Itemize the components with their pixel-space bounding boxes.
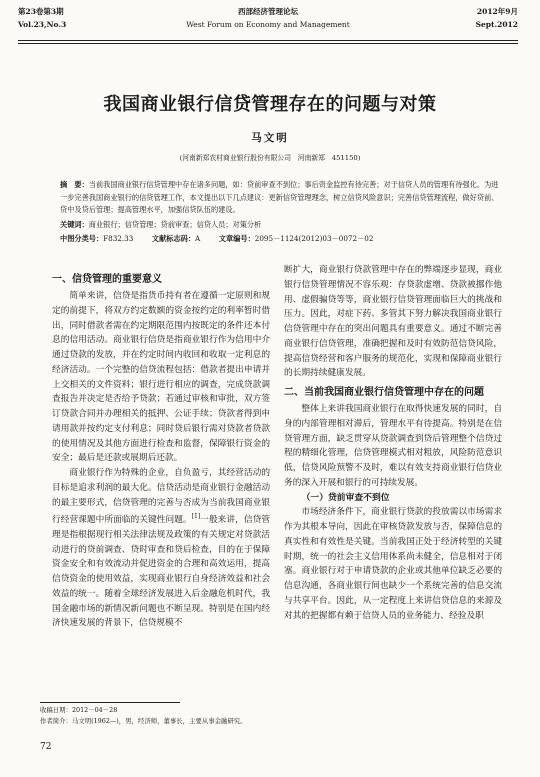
keywords-label: 关键词： xyxy=(60,220,89,229)
keywords xyxy=(60,219,500,232)
right-column xyxy=(284,263,502,623)
section-heading-1: 一、信贷管理的重要意义 xyxy=(52,274,162,285)
author-affiliation: (河南新郑农村商业银行股份有限公司 河南新郑 451150) xyxy=(179,154,361,162)
running-header xyxy=(18,6,518,40)
author-name: 马文明 xyxy=(251,132,289,144)
paragraph: 市场经济条件下，商业银行贷款的投放需以市场需求作为其根本导向，因此在审核贷款发放与否，保障信息的真实性和有效性是关键。当前我国正处于经济转型的关键时期，统一的社会主义信用体系尚未健全，信息相对于闭塞。商业银行对于申请贷款的企业或其他单位缺乏必要的信息沟通，各商业银行间也缺少一个系统完善的信息交流与共享平台。因此，从一定程度上来讲信贷信息的来源及对其的把握都有赖于信贷人员的业务能力、经验及职 xyxy=(284,507,502,621)
journal-name-en: West Forum on Economy and Management xyxy=(186,20,350,29)
clc-label: 中图分类号： xyxy=(60,234,104,243)
paragraph: 商业银行作为特殊的企业，自负盈亏，其经营活动的目标是追求利润的最大化。信贷活动是商业银行金融活动的最主要形式，信贷管理的完善与否成为当前我国商业银行经营课题中所面临的关键性问题。[1]一般来讲，信贷管理是指根据现行相关法律法规及政策的有关规定对贷款活动进行的贷前调查、贷时审查和贷后检查，目的在于保障资金安全和有效流动并促进资金的合理和高效运用，提高信贷资金的使用效益，实现商业银行自身经济效益和社会效益的统一。随着全球经济发展进入后金融危机时代，我国金融市场的新情况新问题也不断呈现。特别是在国内经济快速发展的背景下，信贷规模不 xyxy=(52,468,271,629)
page-number: 72 xyxy=(40,742,52,752)
keywords-text: 商业银行；信贷管理；贷前审查；信贷人员；对策分析 xyxy=(88,220,262,229)
article-id: 2095－1124(2012)03－0072－02 xyxy=(254,234,374,243)
section-heading-2: 二、当前我国商业银行信贷管理中存在的问题 xyxy=(284,387,484,398)
classification-line xyxy=(60,233,500,246)
header-rule-thin xyxy=(18,43,518,44)
subsection-heading: （一）贷前审查不到位 xyxy=(301,492,390,503)
issue-cn: 第23卷第3期 xyxy=(18,7,64,16)
journal-name-cn: 西部经济管理论坛 xyxy=(238,7,298,16)
paragraph: 简单来讲，信贷是指货币持有者在遵循一定原则和规定的前提下，将双方约定数额的资金按约定的利率暂时借出，同时借款者需在约定期限范围内按既定的条件还本付息的信用活动。商业银行信贷是指商业银行作为信用中介通过贷款的发放，并在约定时间内收回和收取一定利息的经济活动。一个完整的信贷流程包括：借款者提出申请并上交相关的文件资料；银行进行相应的调查，完成贷款调查报告并决定是否给予贷款；若通过审核和审批，双方签订贷款合同并办理相关的抵押、公证手续；贷款者得到申请用款并按约定支付利息；同时贷后银行需对贷款者贷款的使用情况及其他方面进行检查和监督，保障银行资金的安全；最后是还款或展期后还款。 xyxy=(52,291,270,464)
citation-ref: [1] xyxy=(191,513,201,521)
abstract-text: 当前我国商业银行信贷管理中存在诸多问题，如：贷前审查不到位；事后资金监控有待完善；对于信贷人员的管理有待强化。为进一步完善我国商业银行的信贷管理工作，本文提出以下几点建议：更新信贷管理理念，树立信贷风险意识；完善信贷管理流程，做好贷前、贷中及贷后管理；提高管理水平，加强信贷队伍的建设。 xyxy=(60,180,499,214)
abstract xyxy=(60,179,500,217)
author-bio: 作者简介：马文明(1962—)，男，经济师，董事长，主要从事金融研究。 xyxy=(40,717,247,725)
date-en: Sept.2012 xyxy=(475,20,518,29)
left-column xyxy=(52,268,270,631)
paragraph: 断扩大，商业银行贷款管理中存在的弊端逐步显现，商业银行信贷管理情况不容乐观：存贷款虚增、贷款被挪作他用、虚假骗贷等等，商业银行信贷管理面临巨大的挑战和压力。因此，对症下药、多管其下努力解决我国商业银行信贷管理中存在的突出问题具有重要意义。通过不断完善商业银行信贷管理，准确把握和及时有效防范信贷风险，提高信贷经营和客户服务的规范化，实现和保障商业银行的长期持续健康发展。 xyxy=(284,265,502,379)
clc-code: F832.33 xyxy=(103,234,134,243)
received-date: 收稿日期：2012－04－28 xyxy=(40,706,118,714)
footnote-rule xyxy=(40,702,180,703)
header-rule-thick xyxy=(18,40,518,41)
doc-code-label: 文献标志码： xyxy=(151,234,196,243)
article-id-label: 文章编号： xyxy=(218,234,255,243)
issue-en: Vol.23,No.3 xyxy=(18,20,67,29)
abstract-label: 摘 要： xyxy=(60,180,89,189)
doc-code: A xyxy=(195,234,201,243)
article-title: 我国商业银行信贷管理存在的问题与对策 xyxy=(103,94,437,115)
date-cn: 2012年9月 xyxy=(476,7,518,16)
paragraph: 整体上来讲我国商业银行在取得快速发展的同时，自身的内部管理相对滞后，管理水平有待提高。特别是在信贷管理方面，缺乏贯穿从贷款调查到贷后管理整个信贷过程的精细化管理，信贷管理模式相对粗放，风险防范意识低，信贷风险预警不及时，难以有效支持商业银行信贷业务的深入开展和银行的可持续发展。 xyxy=(284,404,502,488)
